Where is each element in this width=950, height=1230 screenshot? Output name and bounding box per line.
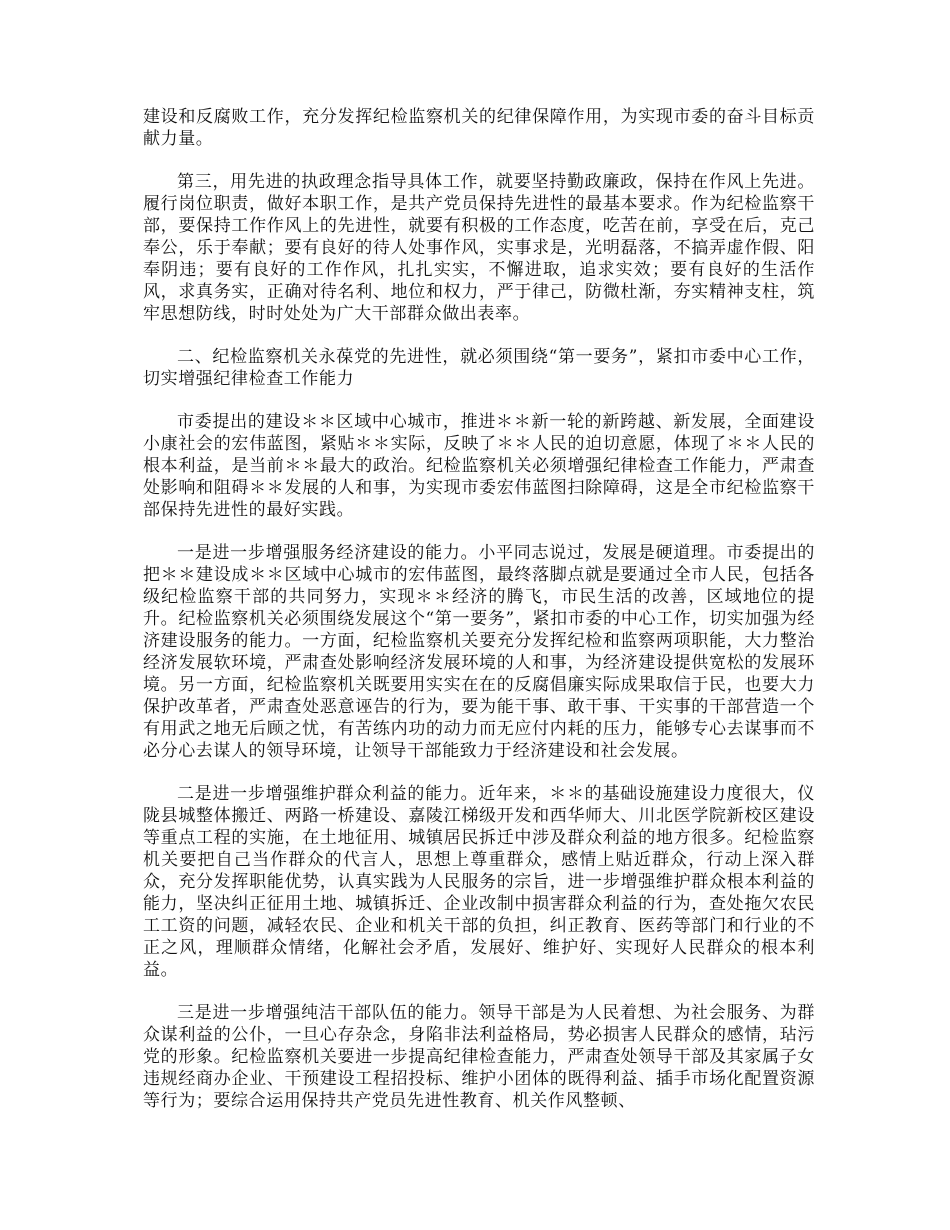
paragraph-point-three: 第三，用先进的执政理念指导具体工作，就要坚持勤政廉政，保持在作风上先进。履行岗位职责，做好本职工作，是共产党员保持先进性的最基本要求。作为纪检监察干部，要保持工作作风上的先进性，就要有积极的工作态度，吃苦在前，享受在后，克己奉公，乐于奉献；要有良好的待人处事作风，实事求是，光明磊落，不搞弄虚作假、阳奉阴违；要有良好的工作作风，扎扎实实，不懈进取，追求实效；要有良好的生活作风，求真务实，正确对待名利、地位和权力，严于律己，防微杜渐，夯实精神支柱，筑牢思想防线，时时处处为广大干部群众做出表率。 bbox=[143, 172, 815, 324]
paragraph-city-blueprint: 市委提出的建设＊＊区域中心城市，推进＊＊新一轮的新跨越、新发展，全面建设小康社会的宏伟蓝图，紧贴＊＊实际，反映了＊＊人民的迫切意愿，体现了＊＊人民的根本利益，是当前＊＊最大的政治。纪检监察机关必须增强纪律检查工作能力，严肃查处影响和阻碍＊＊发展的人和事，为实现市委宏伟蓝图扫除障碍，这是全市纪检监察干部保持先进性的最好实践。 bbox=[143, 412, 815, 520]
section-heading-two: 二、纪检监察机关永葆党的先进性，就必须围绕“第一要务”，紧扣市委中心工作，切实增强纪律检查工作能力 bbox=[143, 347, 815, 389]
paragraph-public-interest: 二是进一步增强维护群众利益的能力。近年来，＊＊的基础设施建设力度很大，仪陇县城整体搬迁、两路一桥建设、嘉陵江梯级开发和西华师大、川北医学院新校区建设等重点工程的实施，在土地征用、城镇居民拆迁中涉及群众利益的地方很多。纪检监察机关要把自己当作群众的代言人，思想上尊重群众，感情上贴近群众，行动上深入群众，充分发挥职能优势，认真实践为人民服务的宗旨，进一步增强维护群众根本利益的能力，坚决纠正征用土地、城镇拆迁、企业改制中损害群众利益的行为，查处拖欠农民工工资的问题，减轻农民、企业和机关干部的负担，纠正教育、医药等部门和行业的不正之风，理顺群众情绪，化解社会矛盾，发展好、维护好、实现好人民群众的根本利益。 bbox=[143, 784, 815, 980]
paragraph-cadre-purity: 三是进一步增强纯洁干部队伍的能力。领导干部是为人民着想、为社会服务、为群众谋利益的公仆，一旦心存杂念，身陷非法利益格局，势必损害人民群众的感情，玷污党的形象。纪检监察机关要进一步提高纪律检查能力，严肃查处领导干部及其家属子女违规经商办企业、干预建设工程招投标、维护小团体的既得利益、插手市场化配置资源等行为；要综合运用保持共产党员先进性教育、机关作风整顿、 bbox=[143, 1003, 815, 1111]
paragraph-continuation: 建设和反腐败工作，充分发挥纪检监察机关的纪律保障作用，为实现市委的奋斗目标贡献力量。 bbox=[143, 107, 815, 149]
document-body bbox=[143, 106, 815, 1133]
paragraph-economic-service: 一是进一步增强服务经济建设的能力。小平同志说过，发展是硬道理。市委提出的把＊＊建设成＊＊区域中心城市的宏伟蓝图，最终落脚点就是要通过全市人民，包括各级纪检监察干部的共同努力，实现＊＊经济的腾飞，市民生活的改善，区域地位的提升。纪检监察机关必须围绕发展这个“第一要务”，紧扣市委的中心工作，切实加强为经济建设服务的能力。一方面，纪检监察机关要充分发挥纪检和监察两项职能，大力整治经济发展软环境，严肃查处影响经济发展环境的人和事，为经济建设提供宽松的发展环境。另一方面，纪检监察机关既要用实实在在的反腐倡廉实际成果取信于民，也要大力保护改革者，严肃查处恶意诬告的行为，要为能干事、敢干事、干实事的干部营造一个有用武之地无后顾之忧，有苦练内功的动力而无应付内耗的压力，能够专心去谋事而不必分心去谋人的领导环境，让领导干部能致力于经济建设和社会发展。 bbox=[143, 543, 815, 761]
